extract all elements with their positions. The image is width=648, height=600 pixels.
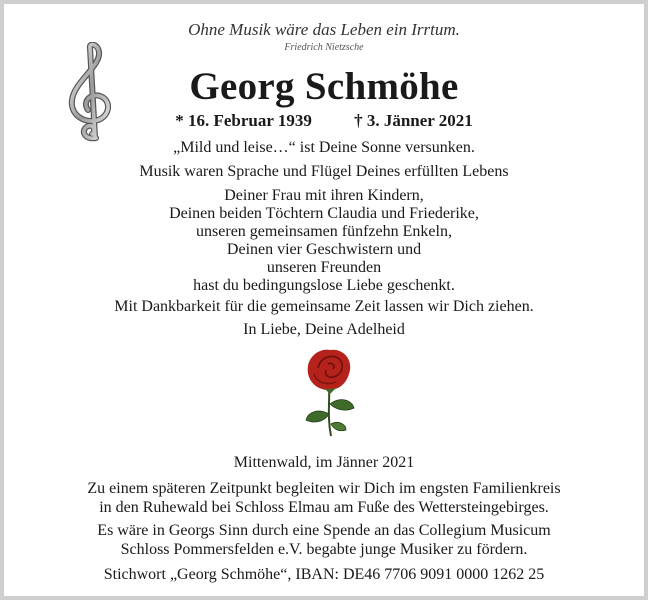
burial-line: Zu einem späteren Zeitpunkt begleiten wir Dich im engsten Familienkreis	[87, 480, 561, 497]
family-line: Deinen vier Geschwistern und	[226, 241, 422, 258]
deceased-name: Georg Schmöhe	[189, 65, 459, 108]
birth-date: * 16. Februar 1939	[175, 111, 312, 130]
text-line: Musik waren Sprache und Flügel Deines erfüllten Lebens	[139, 163, 509, 180]
obituary-card	[4, 4, 644, 596]
donation-line: Es wäre in Georgs Sinn durch eine Spende an das Collegium Musicum	[97, 522, 551, 539]
place-date: Mittenwald, im Jänner 2021	[233, 454, 415, 471]
donation-keyword-iban: Stichwort „Georg Schmöhe“, IBAN: DE46 7706 9091 0000 1262 25	[103, 566, 545, 583]
burial-line: in den Ruhewald bei Schloss Elmau am Fuße des Wettersteingebirges.	[99, 499, 549, 516]
life-dates	[4, 111, 644, 131]
text-line: „Mild und leise…“ ist Deine Sonne versunken.	[173, 139, 475, 156]
family-line: Deinen beiden Töchtern Claudia und Friederike,	[169, 205, 479, 222]
family-line: unseren Freunden	[266, 259, 382, 276]
family-line: Deiner Frau mit ihren Kindern,	[224, 187, 424, 204]
family-line: hast du bedingungslose Liebe geschenkt.	[193, 277, 455, 294]
death-date: † 3. Jänner 2021	[354, 111, 473, 130]
signature-line: In Liebe, Deine Adelheid	[243, 321, 405, 338]
motto-author: Friedrich Nietzsche	[284, 42, 364, 53]
motto: Ohne Musik wäre das Leben ein Irrtum.	[188, 20, 460, 39]
gratitude-line: Mit Dankbarkeit für die gemeinsame Zeit lassen wir Dich ziehen.	[114, 298, 534, 315]
family-line: unseren gemeinsamen fünfzehn Enkeln,	[196, 223, 452, 240]
rose-icon	[300, 346, 358, 438]
donation-line: Schloss Pommersfelden e.V. begabte junge Musiker zu fördern.	[120, 541, 528, 558]
